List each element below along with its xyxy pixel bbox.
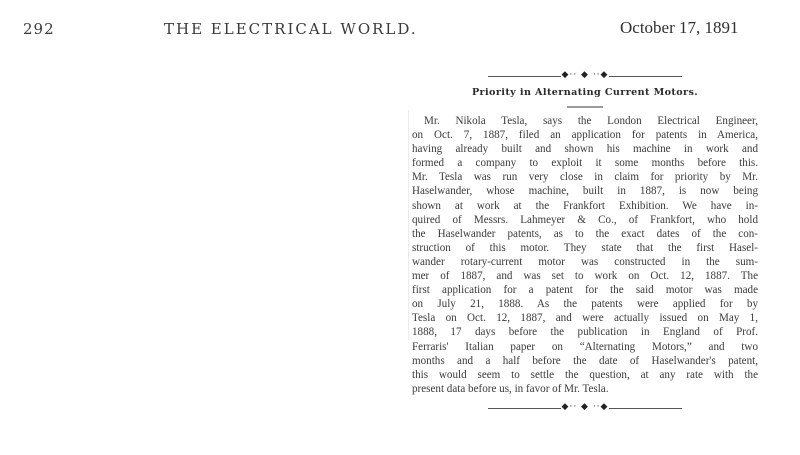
body-line: the Haselwander patents, as to the exact dates of the con-	[412, 227, 758, 240]
body-line: on Oct. 7, 1887, filed an application for patents in America,	[412, 129, 758, 142]
title-rule	[567, 106, 603, 108]
ornament-icon: ◆·· ◆ ··◆	[561, 401, 609, 412]
body-line: Mr. Tesla was run very close in claim for priority by Mr.	[412, 171, 758, 184]
body-line: Ferraris' Italian paper on “Alternating Motors,” and two	[412, 340, 758, 353]
body-line: 1888, 17 days before the publication in England of Prof.	[412, 326, 758, 339]
article	[412, 72, 758, 412]
article-body	[412, 114, 758, 396]
body-line: struction of this motor. They state that the first Hasel-	[412, 241, 758, 254]
issue-date: October 17, 1891	[620, 18, 739, 37]
body-line: present data before us, in favor of Mr. Tesla.	[412, 382, 609, 395]
body-line: Haselwander, whose machine, built in 1887, is now being	[412, 185, 758, 198]
page-header	[0, 0, 800, 50]
body-line: Tesla on Oct. 12, 1887, and were actually issued on May 1,	[412, 312, 758, 325]
ornament-divider-bottom	[488, 401, 682, 412]
publication-title: THE ELECTRICAL WORLD.	[164, 20, 418, 38]
body-line: Mr. Nikola Tesla, says the London Electrical Engineer,	[424, 115, 758, 127]
body-line: having already built and shown his machine in work and	[412, 143, 758, 156]
article-title: Priority in Alternating Current Motors.	[471, 87, 699, 98]
body-line: on July 21, 1888. As the patents were applied for by	[412, 298, 758, 311]
body-line: quired of Messrs. Lahmeyer & Co., of Frankfort, who hold	[412, 213, 758, 226]
body-line: formed a company to exploit it some months before this.	[412, 157, 758, 170]
ornament-icon: ◆·· ◆ ··◆	[561, 70, 609, 80]
body-line: mer of 1887, and was set to work on Oct. 12, 1887. The	[412, 270, 758, 283]
body-line: this would seem to settle the question, at any rate with the	[412, 368, 758, 381]
body-line: first application for a patent for the said motor was made	[412, 284, 758, 297]
page-number: 292	[23, 20, 55, 38]
body-line: months and a half before the date of Haselwander's patent,	[412, 354, 758, 367]
column-rule	[408, 110, 409, 340]
body-line: shown at work at the Frankfort Exhibition. We have in-	[412, 199, 758, 212]
ornament-divider-top	[488, 72, 682, 80]
body-line: wander rotary-current motor was constructed in the sum-	[412, 255, 758, 268]
